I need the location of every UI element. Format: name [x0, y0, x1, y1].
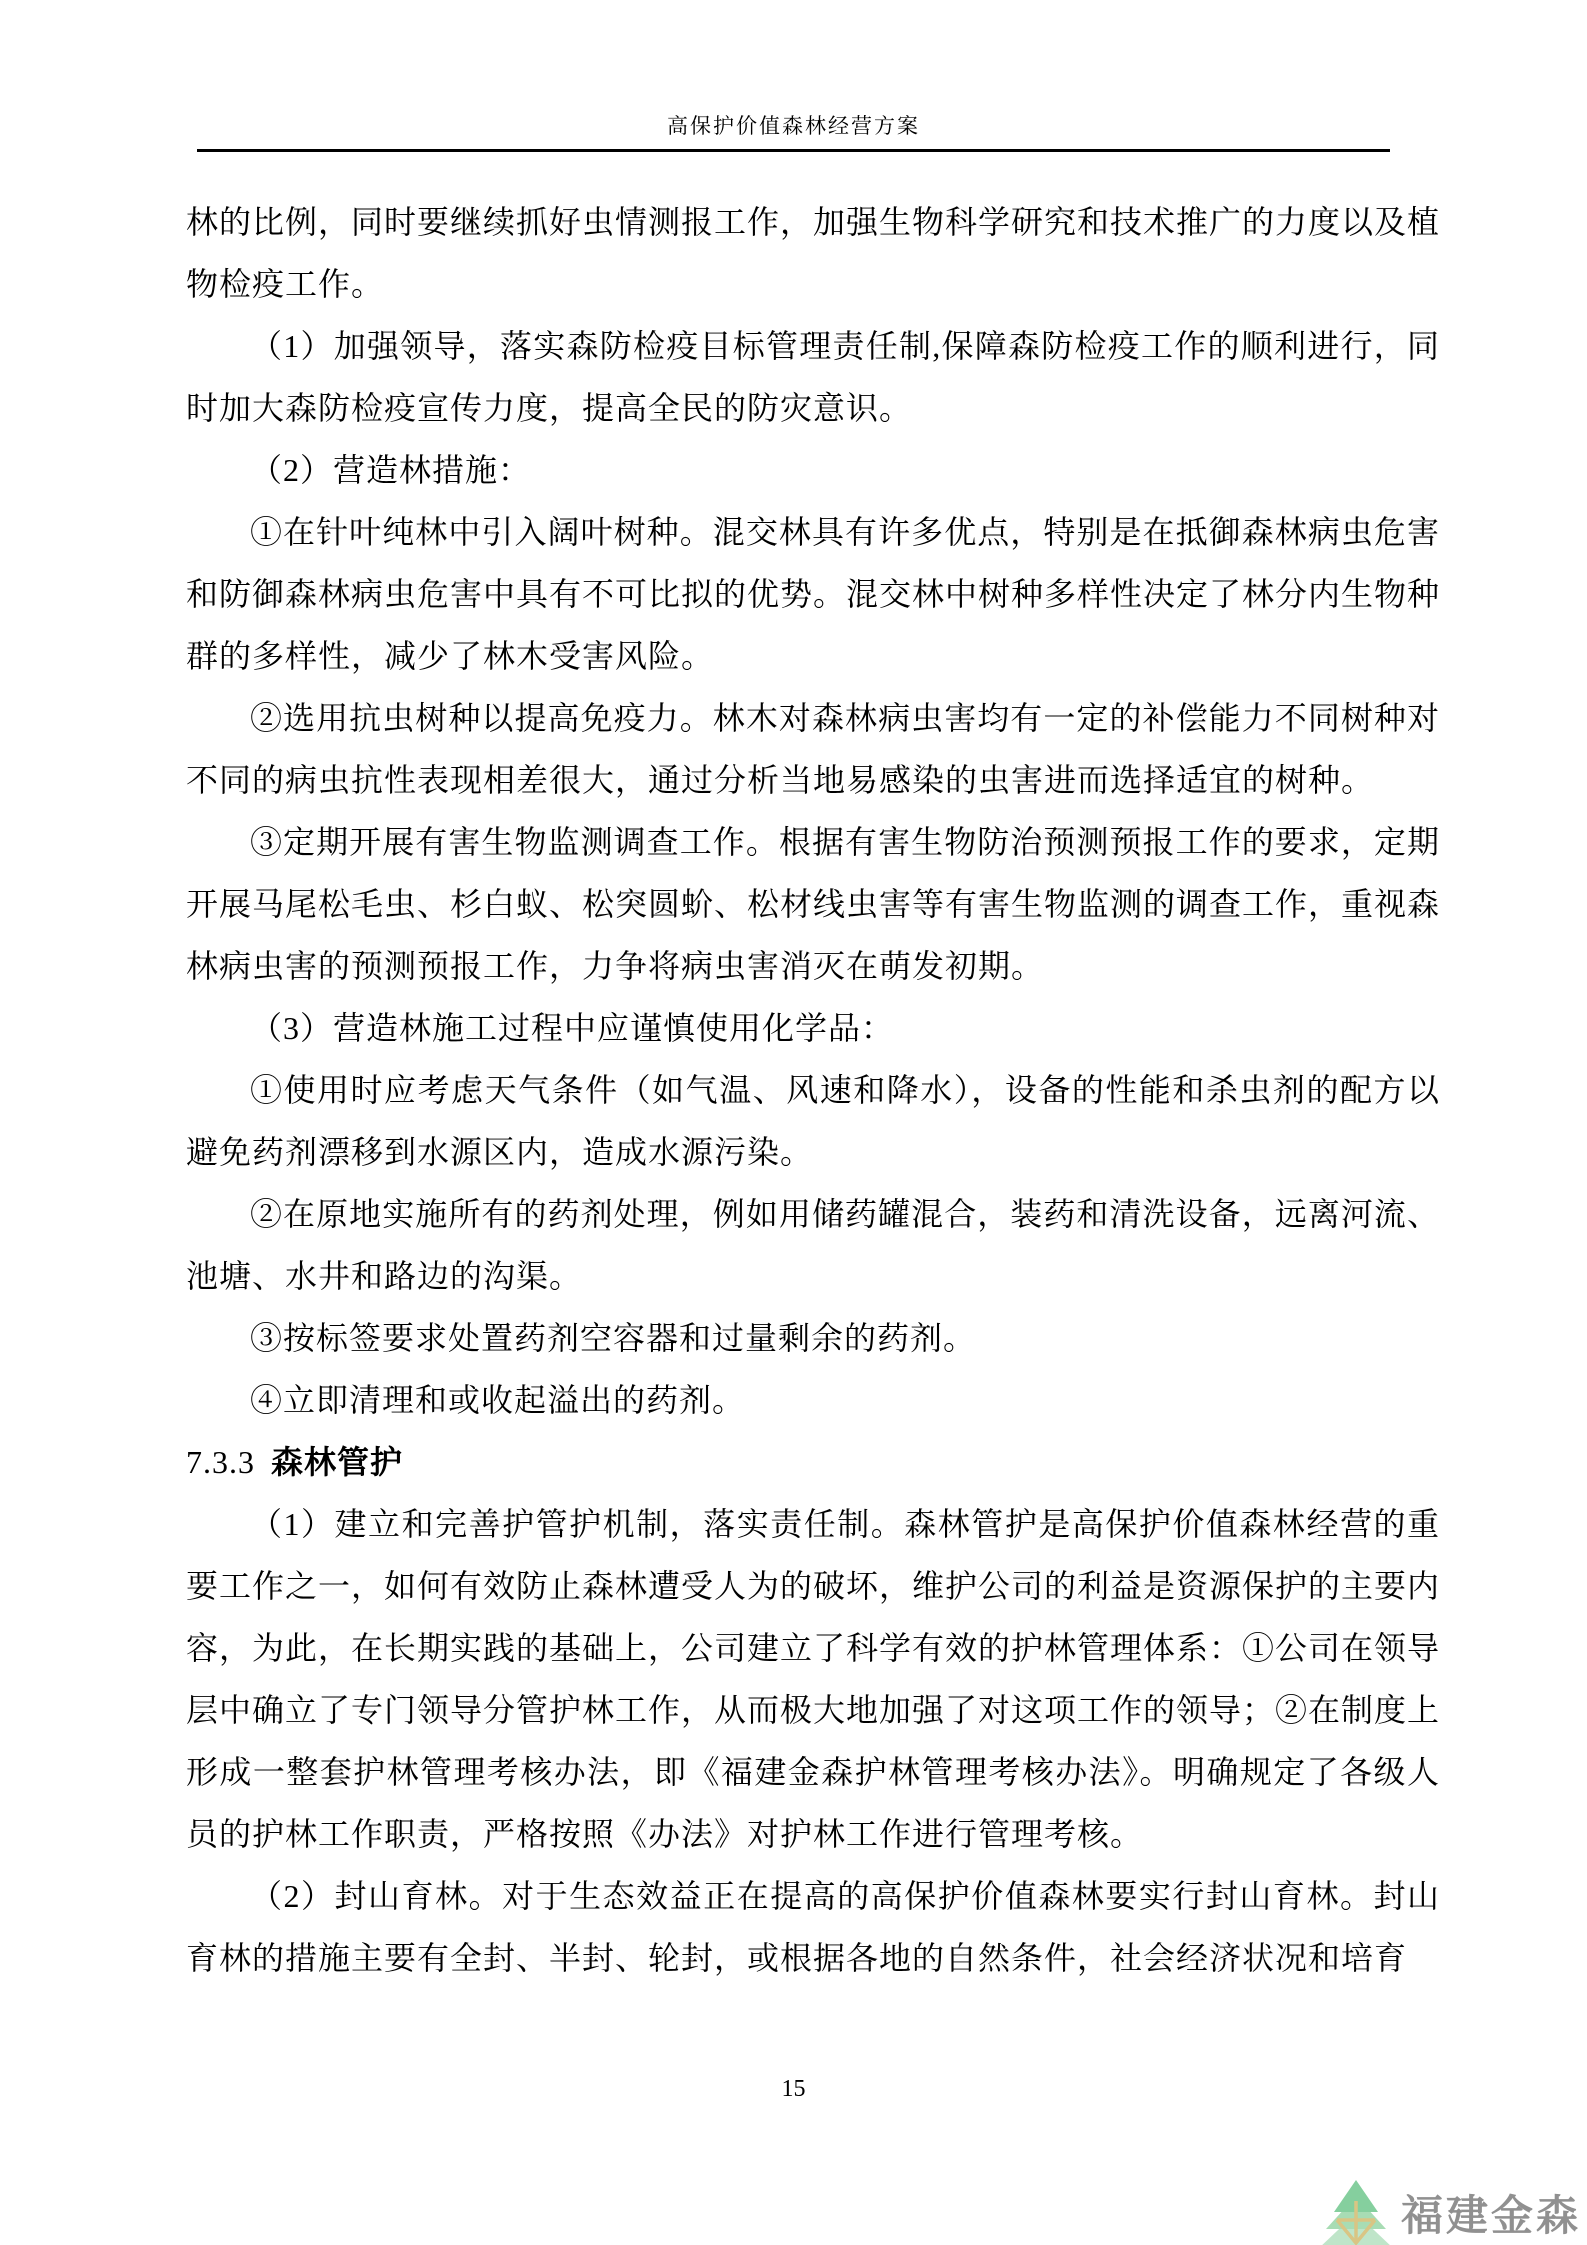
- paragraph: （3）营造林施工过程中应谨慎使用化学品：: [250, 1010, 895, 1046]
- paragraph: （2）封山育林。对于生态效益正在提高的高保护价值森林要实行封山育林。封山育林的措施主要有全封、半封、轮封，或根据各地的自然条件，社会经济状况和培育: [186, 1878, 1440, 1976]
- paragraph: （1）加强领导，落实森防检疫目标管理责任制,保障森防检疫工作的顺利进行，同时加大森防检疫宣传力度，提高全民的防灾意识。: [186, 328, 1440, 426]
- paragraph: ②在原地实施所有的药剂处理，例如用储药罐混合，装药和清洗设备，远离河流、池塘、水井和路边的沟渠。: [186, 1196, 1440, 1294]
- document-body: [186, 191, 1440, 1989]
- paragraph: ④立即清理和或收起溢出的药剂。: [250, 1382, 746, 1418]
- paragraph: ①使用时应考虑天气条件（如气温、风速和降水），设备的性能和杀虫剂的配方以避免药剂漂移到水源区内，造成水源污染。: [186, 1072, 1440, 1170]
- tree-logo-icon: [1315, 2179, 1397, 2245]
- paragraph: ③按标签要求处置药剂空容器和过量剩余的药剂。: [250, 1320, 977, 1356]
- section-number: 7.3.3: [186, 1444, 255, 1480]
- section-heading: [186, 1431, 1440, 1493]
- company-logo-text: 福建金森: [1400, 2191, 1581, 2240]
- paragraph: ②选用抗虫树种以提高免疫力。林木对森林病虫害均有一定的补偿能力不同树种对不同的病虫抗性表现相差很大，通过分析当地易感染的虫害进而选择适宜的树种。: [186, 700, 1440, 798]
- paragraph: 林的比例，同时要继续抓好虫情测报工作，加强生物科学研究和技术推广的力度以及植物检疫工作。: [186, 204, 1441, 302]
- company-logo: [1315, 2179, 1583, 2245]
- paragraph: （1）建立和完善护管护机制，落实责任制。森林管护是高保护价值森林经营的重要工作之一，如何有效防止森林遭受人为的破坏，维护公司的利益是资源保护的主要内容，为此，在长期实践的基础上，公司建立了科学有效的护林管理体系：①公司在领导层中确立了专门领导分管护林工作，从而极大地加强了对这项工作的领导；②在制度上形成一整套护林管理考核办法，即《福建金森护林管理考核办法》。明确规定了各级人员的护林工作职责，严格按照《办法》对护林工作进行管理考核。: [186, 1506, 1441, 1852]
- section-title: 森林管护: [271, 1443, 404, 1481]
- header-title: 高保护价值森林经营方案: [197, 110, 1390, 152]
- paragraph: ③定期开展有害生物监测调查工作。根据有害生物防治预测预报工作的要求，定期开展马尾松毛虫、杉白蚁、松突圆蚧、松材线虫害等有害生物监测的调查工作，重视森林病虫害的预测预报工作，力争将病虫害消灭在萌发初期。: [186, 824, 1441, 984]
- paragraph: （2）营造林措施：: [250, 452, 532, 488]
- page-number: 15: [781, 2076, 806, 2102]
- paragraph: ①在针叶纯林中引入阔叶树种。混交林具有许多优点，特别是在抵御森林病虫危害和防御森林病虫危害中具有不可比拟的优势。混交林中树种多样性决定了林分内生物种群的多样性，减少了林木受害风险。: [186, 514, 1441, 674]
